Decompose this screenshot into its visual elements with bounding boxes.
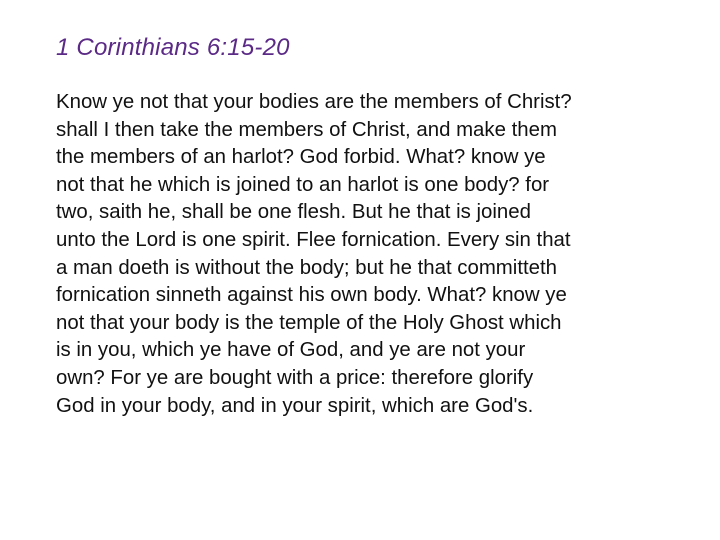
slide-title: 1 Corinthians 6:15-20 (56, 34, 290, 61)
passage-line: fornication sinneth against his own body. What? know ye (56, 284, 567, 307)
passage-line: not that he which is joined to an harlot is one body? for (56, 173, 550, 196)
passage-line: the members of an harlot? God forbid. What? know ye (56, 146, 546, 169)
passage-line: two, saith he, shall be one flesh. But he that is joined (56, 201, 531, 224)
passage-line: Know ye not that your bodies are the members of Christ? (56, 91, 572, 113)
passage-line: God in your body, and in your spirit, which are God's. (56, 394, 534, 417)
passage-line: a man doeth is without the body; but he that committeth (56, 256, 557, 279)
passage-line: unto the Lord is one spirit. Flee fornication. Every sin that (56, 228, 571, 251)
passage-line: not that your body is the temple of the Holy Ghost which (56, 311, 562, 334)
passage-line: is in you, which ye have of God, and ye are not your (56, 339, 526, 362)
passage-line: shall I then take the members of Christ, and make them (56, 118, 557, 141)
passage-line: own? For ye are bought with a price: therefore glorify (56, 366, 534, 389)
scripture-passage (56, 89, 696, 420)
